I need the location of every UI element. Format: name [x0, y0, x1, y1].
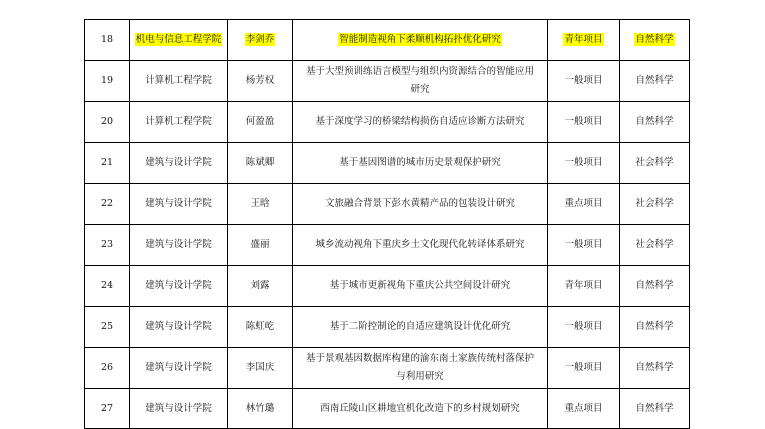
college-name: 建筑与设计学院 [145, 157, 212, 168]
project-title: 文旅融合背景下彭水黄精产品的包装设计研究 [324, 198, 515, 209]
table-row [85, 102, 690, 143]
discipline-cell [620, 61, 690, 102]
project-type-cell [548, 266, 620, 307]
discipline-cell [620, 184, 690, 225]
applicant-cell [228, 102, 293, 143]
applicant-name: 李国庆 [245, 362, 275, 373]
applicant-cell [228, 266, 293, 307]
discipline-category: 自然科学 [635, 75, 674, 86]
project-title: 智能制造视角下柔顺机构拓扑优化研究 [339, 34, 501, 45]
row-number-cell [85, 266, 130, 307]
row-number: 20 [100, 116, 114, 127]
table-row [85, 143, 690, 184]
table-row [85, 389, 690, 429]
row-number: 23 [100, 239, 114, 250]
project-title: 基于基因图谱的城市历史景观保护研究 [339, 157, 501, 168]
applicant-name: 王晗 [250, 198, 270, 209]
table-row [85, 184, 690, 225]
applicant-name: 陈斌卿 [245, 157, 275, 168]
discipline-cell [620, 348, 690, 389]
row-number: 18 [100, 34, 114, 45]
college-name: 建筑与设计学院 [145, 198, 212, 209]
project-type: 一般项目 [564, 362, 603, 373]
college-cell [130, 225, 228, 266]
college-cell [130, 307, 228, 348]
project-type: 青年项目 [564, 34, 603, 45]
project-type-cell [548, 61, 620, 102]
college-cell [130, 389, 228, 429]
applicant-cell [228, 20, 293, 61]
project-type-cell [548, 143, 620, 184]
applicant-cell [228, 348, 293, 389]
project-type: 重点项目 [564, 402, 603, 414]
row-number-cell [85, 102, 130, 143]
discipline-category: 社会科学 [635, 198, 674, 209]
applicant-name: 盛丽 [250, 239, 270, 250]
row-number-cell [85, 20, 130, 61]
project-type-cell [548, 102, 620, 143]
project-title: 西南丘陵山区耕地宜机化改造下的乡村规划研究 [320, 402, 520, 414]
project-title-cell [293, 307, 548, 348]
college-cell [130, 61, 228, 102]
project-type-cell [548, 184, 620, 225]
applicant-name: 李剑乔 [245, 34, 275, 45]
college-name: 建筑与设计学院 [145, 280, 212, 291]
project-type-cell [548, 225, 620, 266]
table-row [85, 266, 690, 307]
project-title: 基于大型预训练语言模型与组织内资源结合的智能应用研究 [306, 66, 535, 95]
project-type-cell [548, 307, 620, 348]
project-list-table-container [84, 19, 689, 429]
applicant-name: 何盈盈 [245, 116, 275, 127]
applicant-cell [228, 61, 293, 102]
college-name: 建筑与设计学院 [145, 362, 212, 373]
college-name: 建筑与设计学院 [145, 402, 212, 414]
applicant-name: 林竹璐 [245, 402, 275, 414]
row-number-cell [85, 184, 130, 225]
discipline-category: 自然科学 [635, 34, 674, 45]
row-number-cell [85, 307, 130, 348]
table-row [85, 307, 690, 348]
project-title-cell [293, 102, 548, 143]
row-number: 25 [100, 321, 114, 332]
applicant-cell [228, 389, 293, 429]
table-row [85, 61, 690, 102]
row-number: 19 [100, 75, 114, 86]
project-type: 重点项目 [564, 198, 603, 209]
row-number: 22 [100, 198, 114, 209]
applicant-cell [228, 225, 293, 266]
table-row [85, 20, 690, 61]
applicant-cell [228, 307, 293, 348]
applicant-name: 陈虹屹 [245, 321, 275, 332]
row-number-cell [85, 61, 130, 102]
project-type: 一般项目 [564, 75, 603, 86]
row-number: 26 [100, 362, 114, 373]
project-type: 青年项目 [564, 280, 603, 291]
table-body [85, 20, 690, 429]
college-name: 计算机工程学院 [145, 75, 212, 86]
college-cell [130, 143, 228, 184]
project-title-cell [293, 348, 548, 389]
applicant-name: 杨芳权 [245, 75, 275, 86]
college-name: 建筑与设计学院 [145, 321, 212, 332]
project-type: 一般项目 [564, 321, 603, 332]
college-name: 计算机工程学院 [145, 116, 212, 127]
project-title-cell [293, 61, 548, 102]
discipline-category: 社会科学 [635, 239, 674, 250]
project-title: 基于深度学习的桥梁结构损伤自适应诊断方法研究 [315, 116, 525, 127]
project-title: 基于景观基因数据库构建的渝东南土家族传统村落保护与利用研究 [306, 353, 535, 382]
project-type-cell [548, 20, 620, 61]
project-list-table [84, 19, 690, 429]
row-number: 24 [100, 280, 114, 291]
row-number-cell [85, 143, 130, 184]
project-type: 一般项目 [564, 239, 603, 250]
project-title-cell [293, 184, 548, 225]
row-number: 27 [100, 402, 114, 414]
project-title-cell [293, 143, 548, 184]
discipline-cell [620, 389, 690, 429]
discipline-cell [620, 143, 690, 184]
row-number-cell [85, 348, 130, 389]
college-name: 建筑与设计学院 [145, 239, 212, 250]
college-cell [130, 348, 228, 389]
discipline-category: 自然科学 [635, 116, 674, 127]
project-type-cell [548, 389, 620, 429]
college-name: 机电与信息工程学院 [135, 34, 222, 45]
applicant-cell [228, 143, 293, 184]
discipline-category: 自然科学 [635, 321, 674, 332]
discipline-cell [620, 266, 690, 307]
project-title: 基于二阶控制论的自适应建筑设计优化研究 [329, 321, 511, 332]
project-title-cell [293, 389, 548, 429]
discipline-cell [620, 102, 690, 143]
discipline-category: 自然科学 [635, 280, 674, 291]
applicant-name: 刘露 [250, 280, 270, 291]
discipline-category: 社会科学 [635, 157, 674, 168]
college-cell [130, 20, 228, 61]
project-title-cell [293, 20, 548, 61]
college-cell [130, 184, 228, 225]
project-title: 城乡流动视角下重庆乡土文化现代化转译体系研究 [315, 239, 525, 250]
project-type: 一般项目 [564, 157, 603, 168]
project-type: 一般项目 [564, 116, 603, 127]
table-row [85, 225, 690, 266]
discipline-cell [620, 225, 690, 266]
discipline-category: 自然科学 [635, 402, 674, 414]
discipline-cell [620, 307, 690, 348]
project-type-cell [548, 348, 620, 389]
row-number: 21 [100, 157, 114, 168]
applicant-cell [228, 184, 293, 225]
project-title-cell [293, 266, 548, 307]
college-cell [130, 102, 228, 143]
project-title-cell [293, 225, 548, 266]
discipline-category: 自然科学 [635, 362, 674, 373]
discipline-cell [620, 20, 690, 61]
row-number-cell [85, 389, 130, 429]
project-title: 基于城市更新视角下重庆公共空间设计研究 [329, 280, 511, 291]
row-number-cell [85, 225, 130, 266]
college-cell [130, 266, 228, 307]
table-row [85, 348, 690, 389]
